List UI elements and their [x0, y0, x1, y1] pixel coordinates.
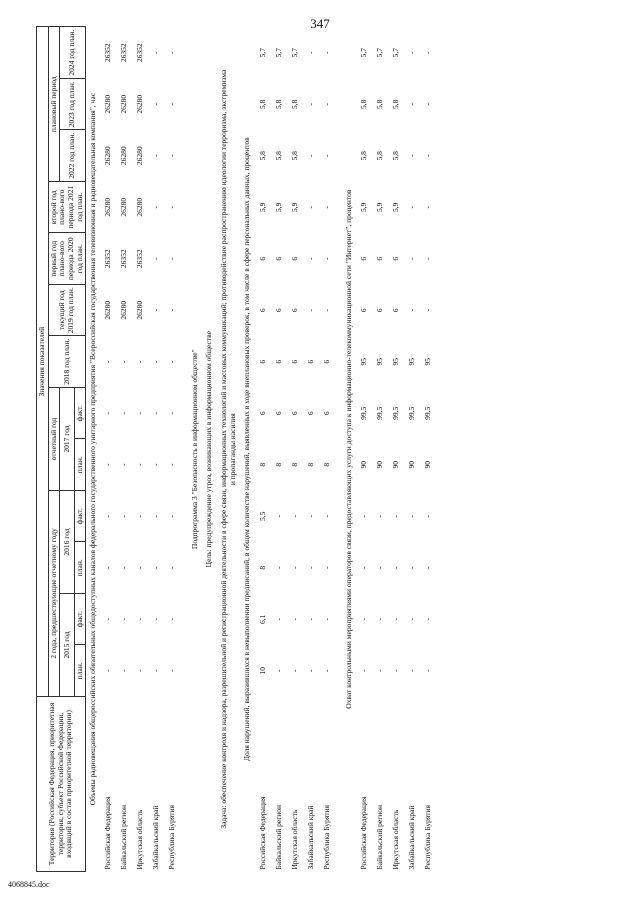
section-goal-text: Цель: предупреждение угроз, возникающих в информационном обществе — [204, 331, 214, 568]
row-value: - — [407, 103, 417, 106]
row-value: 6 — [391, 256, 401, 261]
row-value: - — [407, 515, 417, 518]
row-value: - — [305, 618, 315, 621]
row-value: - — [375, 566, 385, 569]
row-value: - — [167, 206, 177, 209]
row-value: - — [289, 515, 299, 518]
row-value: 5,9 — [359, 202, 369, 212]
table-row — [255, 27, 271, 872]
row-value: - — [119, 669, 129, 672]
table-row — [405, 27, 421, 872]
header-2016: 2016 год — [60, 491, 74, 594]
row-value: - — [167, 360, 177, 363]
row-value: 95 — [375, 358, 385, 366]
row-value: - — [305, 103, 315, 106]
row-value: - — [119, 618, 129, 621]
row-value: 5,8 — [289, 99, 299, 109]
row-territory: Забайкальский край — [305, 805, 315, 870]
row-value: - — [151, 154, 161, 157]
row-value: - — [151, 669, 161, 672]
row-value: - — [167, 566, 177, 569]
row-value: 5,9 — [289, 202, 299, 212]
row-value: - — [407, 154, 417, 157]
row-value: - — [151, 103, 161, 106]
section-title-text: Охват контрольными мероприятиями операторов связи, предоставляющих услуги доступа к информационно-телекоммуникационной сети "Интернет", процентов — [343, 189, 353, 709]
row-value: 10 — [257, 667, 267, 675]
table-header — [37, 27, 86, 872]
row-value: 5,7 — [391, 48, 401, 58]
row-value: - — [151, 412, 161, 415]
row-value: - — [359, 566, 369, 569]
row-value: - — [151, 206, 161, 209]
row-value: 90 — [407, 461, 417, 469]
row-value: - — [167, 669, 177, 672]
row-value: 6 — [359, 308, 369, 313]
row-value: - — [321, 309, 331, 312]
row-value: - — [305, 257, 315, 260]
row-value: - — [167, 103, 177, 106]
row-value: - — [273, 515, 283, 518]
row-value: - — [151, 51, 161, 54]
row-value: - — [151, 463, 161, 466]
row-value: 99,5 — [375, 406, 385, 420]
header-plan: план. — [74, 542, 86, 594]
table-row — [287, 27, 303, 872]
row-value: - — [359, 618, 369, 621]
row-value: - — [423, 566, 433, 569]
table-row — [319, 27, 335, 872]
section-task-text: Задача: обеспечение контроля и надзора, разрешительной и регистрационной деятельности в сфере связи, информационных технологий и массовых коммуникаций; противодействие распространению идеологии терроризма, экстремизма и пропаганды насилия — [219, 69, 237, 829]
row-value: 6 — [273, 359, 283, 364]
row-value: 5,9 — [257, 202, 267, 212]
row-value: - — [119, 463, 129, 466]
row-value: 26352 — [119, 43, 129, 63]
row-value: 90 — [423, 461, 433, 469]
row-value: 8 — [289, 462, 299, 467]
row-value: 5,8 — [375, 151, 385, 161]
row-value: - — [135, 618, 145, 621]
row-value: - — [423, 669, 433, 672]
row-value: 6 — [321, 411, 331, 416]
row-value: 26280 — [119, 300, 129, 320]
row-value: 6,1 — [257, 614, 267, 624]
section-title-text: Подпрограмма 3 "Безопасность в информационном обществе" — [189, 349, 199, 550]
row-value: - — [103, 618, 113, 621]
row-value: - — [103, 566, 113, 569]
header-fact: факт. — [74, 388, 86, 440]
row-value: 5,8 — [391, 151, 401, 161]
row-value: 6 — [359, 256, 369, 261]
row-value: 26352 — [119, 249, 129, 269]
header-plan: план. — [74, 439, 86, 491]
row-value: - — [305, 515, 315, 518]
row-value: - — [423, 154, 433, 157]
row-value: - — [273, 669, 283, 672]
row-value: - — [103, 669, 113, 672]
row-value: - — [151, 566, 161, 569]
header-first: первый год плано-вого периода 2020 год план. — [48, 233, 86, 285]
row-value: - — [391, 566, 401, 569]
row-value: - — [407, 257, 417, 260]
row-value: 95 — [407, 358, 417, 366]
row-value: 6 — [257, 359, 267, 364]
row-value: - — [151, 360, 161, 363]
row-territory: Иркутская область — [391, 809, 401, 870]
row-value: - — [423, 103, 433, 106]
row-value: 6 — [257, 411, 267, 416]
row-value: - — [273, 566, 283, 569]
table-row — [357, 27, 373, 872]
row-value: 99,5 — [407, 406, 417, 420]
header-territory: Территория (Российская Федерация, приоритетная территория, субъект Российской Федерации, входящий в состав приоритетной территории) — [37, 697, 86, 872]
section-title — [181, 27, 203, 872]
row-value: 6 — [305, 411, 315, 416]
row-value: - — [289, 566, 299, 569]
row-value: - — [103, 360, 113, 363]
row-value: - — [119, 360, 129, 363]
section-title-text: Объемы радиовещания общероссийских обязательных общедоступных каналов федерального государственного унитарного предприятия "Всероссийская государственная телевизионная и радиовещательная компания", час — [88, 93, 98, 806]
row-value: 90 — [375, 461, 385, 469]
header-2024: 2024 год план. — [60, 27, 86, 79]
row-territory: Республика Бурятия — [423, 804, 433, 870]
row-value: 5,8 — [359, 99, 369, 109]
row-value: - — [321, 51, 331, 54]
row-value: - — [321, 154, 331, 157]
row-value: 26352 — [135, 43, 145, 63]
row-value: - — [305, 309, 315, 312]
row-value: 5,9 — [273, 202, 283, 212]
row-value: - — [103, 515, 113, 518]
row-value: - — [305, 566, 315, 569]
row-value: 26352 — [103, 249, 113, 269]
row-value: 5,9 — [375, 202, 385, 212]
header-planned-period: плановый период — [48, 27, 60, 182]
row-territory: Российская Федерация — [103, 796, 113, 870]
row-value: 5,8 — [273, 99, 283, 109]
row-territory: Российская Федерация — [359, 796, 369, 870]
section-indicator-text: Доля нарушений, выразившихся в невыполнении предписаний, в общем количестве нарушений, выявленных в ходе внеплановых проверок, в том числе в сфере персональных данных, процентов — [242, 137, 252, 762]
row-value: - — [135, 360, 145, 363]
row-value: - — [103, 463, 113, 466]
row-value: - — [135, 463, 145, 466]
row-value: - — [321, 669, 331, 672]
row-value: - — [135, 515, 145, 518]
row-value: 5,7 — [359, 48, 369, 58]
table-row — [133, 27, 149, 872]
row-value: - — [407, 206, 417, 209]
row-value: 6 — [321, 359, 331, 364]
header-report-year: отчетный год — [48, 388, 60, 491]
table-row — [303, 27, 319, 872]
section-task — [217, 27, 240, 872]
row-territory: Республика Бурятия — [321, 804, 331, 870]
row-value: 6 — [257, 256, 267, 261]
row-value: - — [135, 412, 145, 415]
row-value: 5,8 — [391, 99, 401, 109]
row-value: 26280 — [135, 94, 145, 114]
header-2022: 2022 год план. — [60, 130, 86, 182]
header-two-years: 2 года, предшествующие отчетному году — [48, 491, 60, 697]
row-value: 5,7 — [273, 48, 283, 58]
row-value: 99,5 — [391, 406, 401, 420]
row-value: 5,8 — [257, 99, 267, 109]
section-title — [335, 27, 357, 872]
row-territory: Российская Федерация — [257, 796, 267, 870]
row-value: - — [305, 51, 315, 54]
row-value: - — [305, 206, 315, 209]
section-title — [86, 27, 101, 872]
row-value: 6 — [257, 308, 267, 313]
row-value: - — [151, 515, 161, 518]
row-territory: Байкальский регион — [375, 804, 385, 870]
row-value: 26280 — [135, 197, 145, 217]
header-plan: план. — [74, 645, 86, 697]
row-value: - — [167, 257, 177, 260]
row-value: - — [375, 618, 385, 621]
row-value: - — [103, 412, 113, 415]
row-value: 26352 — [135, 249, 145, 269]
row-value: - — [119, 412, 129, 415]
table-row — [271, 27, 287, 872]
row-value: - — [359, 669, 369, 672]
row-value: - — [289, 669, 299, 672]
row-value: 5,9 — [391, 202, 401, 212]
header-fact: факт. — [74, 491, 86, 543]
row-value: - — [391, 618, 401, 621]
header-fact: факт. — [74, 594, 86, 646]
header-2018: 2018 год план. — [48, 336, 86, 388]
row-value: 8 — [257, 565, 267, 570]
row-value: 99,5 — [359, 406, 369, 420]
row-value: 6 — [289, 256, 299, 261]
row-value: - — [167, 463, 177, 466]
row-value: - — [321, 566, 331, 569]
row-value: - — [423, 618, 433, 621]
row-value: 6 — [391, 308, 401, 313]
row-value: 8 — [305, 462, 315, 467]
row-value: 5,8 — [375, 99, 385, 109]
row-value: 6 — [273, 411, 283, 416]
row-value: - — [151, 309, 161, 312]
row-value: 95 — [423, 358, 433, 366]
row-value: 26280 — [135, 300, 145, 320]
row-value: 26280 — [103, 197, 113, 217]
header-2023: 2023 год план. — [60, 79, 86, 131]
row-territory: Байкальский регион — [273, 804, 283, 870]
row-value: - — [359, 515, 369, 518]
row-value: - — [375, 515, 385, 518]
row-value: - — [119, 515, 129, 518]
row-value: 26280 — [103, 146, 113, 166]
row-value: 6 — [305, 359, 315, 364]
row-value: - — [119, 566, 129, 569]
row-value: 5,8 — [289, 151, 299, 161]
table-row — [117, 27, 133, 872]
row-value: - — [407, 566, 417, 569]
row-value: - — [167, 51, 177, 54]
row-value: 5,8 — [273, 151, 283, 161]
row-value: - — [321, 618, 331, 621]
table-row — [165, 27, 181, 872]
row-territory: Иркутская область — [135, 809, 145, 870]
header-second: второй год плано-вого периода 2021 год план. — [48, 182, 86, 234]
row-value: - — [167, 154, 177, 157]
header-2015: 2015 год — [60, 594, 74, 697]
row-value: - — [407, 309, 417, 312]
row-value: - — [151, 618, 161, 621]
row-value: - — [407, 669, 417, 672]
row-value: - — [135, 669, 145, 672]
row-value: - — [167, 412, 177, 415]
row-value: - — [375, 669, 385, 672]
row-value: - — [321, 515, 331, 518]
row-territory: Иркутская область — [289, 809, 299, 870]
row-value: - — [135, 566, 145, 569]
row-value: 6 — [273, 308, 283, 313]
row-value: - — [407, 618, 417, 621]
table-body — [86, 27, 437, 872]
row-value: - — [289, 618, 299, 621]
row-value: - — [423, 206, 433, 209]
row-value: - — [321, 206, 331, 209]
row-value: 6 — [289, 308, 299, 313]
row-value: 6 — [289, 411, 299, 416]
row-value: 99,5 — [423, 406, 433, 420]
indicators-table — [36, 26, 437, 872]
row-value: 5,5 — [257, 511, 267, 521]
row-value: 6 — [375, 256, 385, 261]
section-goal — [202, 27, 217, 872]
row-value: - — [305, 669, 315, 672]
rotated-table-sheet — [36, 27, 604, 872]
table-row — [101, 27, 117, 872]
row-value: 26280 — [119, 197, 129, 217]
row-value: - — [321, 257, 331, 260]
row-territory: Байкальский регион — [119, 804, 129, 870]
row-value: 8 — [257, 462, 267, 467]
row-value: - — [423, 51, 433, 54]
row-value: 90 — [391, 461, 401, 469]
header-current: текущий год 2019 год план. — [48, 285, 86, 337]
row-value: - — [167, 309, 177, 312]
row-value: - — [423, 257, 433, 260]
row-value: 26352 — [103, 43, 113, 63]
row-value: 6 — [375, 308, 385, 313]
row-territory: Забайкальский край — [407, 805, 417, 870]
row-value: 5,8 — [257, 151, 267, 161]
section-indicator — [240, 27, 255, 872]
row-value: 6 — [273, 256, 283, 261]
header-2017: 2017 год — [60, 388, 74, 491]
row-value: 6 — [289, 359, 299, 364]
row-value: 95 — [391, 358, 401, 366]
row-value: 5,7 — [257, 48, 267, 58]
row-value: 95 — [359, 358, 369, 366]
row-value: - — [391, 515, 401, 518]
table-row — [421, 27, 437, 872]
row-value: 8 — [321, 462, 331, 467]
table-row — [149, 27, 165, 872]
row-value: 90 — [359, 461, 369, 469]
header-values: Значения показателей — [37, 27, 49, 697]
row-value: 8 — [273, 462, 283, 467]
table-row — [373, 27, 389, 872]
row-value: - — [423, 515, 433, 518]
row-value: - — [407, 51, 417, 54]
row-value: - — [167, 618, 177, 621]
page-number: 347 — [310, 16, 330, 31]
row-value: 5,8 — [359, 151, 369, 161]
row-value: 26280 — [103, 94, 113, 114]
row-value: 26280 — [119, 146, 129, 166]
row-value: - — [321, 103, 331, 106]
row-value: - — [167, 515, 177, 518]
row-value: 5,7 — [375, 48, 385, 58]
table-row — [389, 27, 405, 872]
footer-filename: 4068845.doc — [8, 880, 50, 889]
row-value: 5,7 — [289, 48, 299, 58]
row-value: 26280 — [119, 94, 129, 114]
row-territory: Республика Бурятия — [167, 804, 177, 870]
row-value: - — [423, 309, 433, 312]
row-value: - — [273, 618, 283, 621]
row-value: - — [391, 669, 401, 672]
row-value: - — [305, 154, 315, 157]
row-territory: Забайкальский край — [151, 805, 161, 870]
row-value: 26280 — [135, 146, 145, 166]
row-value: - — [151, 257, 161, 260]
row-value: 26280 — [103, 300, 113, 320]
